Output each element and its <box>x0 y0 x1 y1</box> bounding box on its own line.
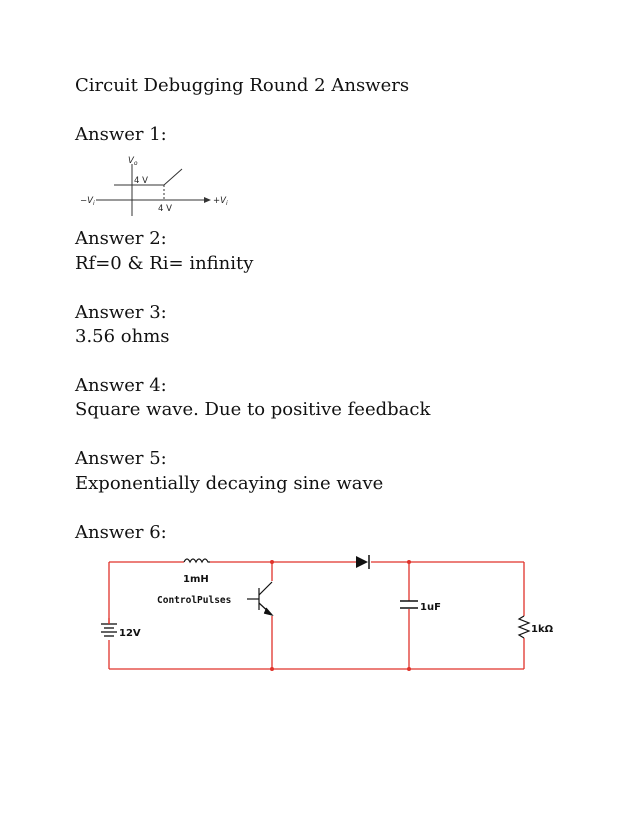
battery-icon <box>101 618 117 636</box>
output-curve <box>114 169 182 185</box>
answer-2-body: Rf=0 & Ri= infinity <box>75 253 254 274</box>
threshold-label: 4 V <box>158 204 172 214</box>
answer-5-body: Exponentially decaying sine wave <box>75 473 384 494</box>
level-label: 4 V <box>134 176 148 186</box>
battery-label: 12V <box>119 628 141 639</box>
diode-icon <box>356 555 369 569</box>
transistor-icon <box>247 582 272 615</box>
answer-2-heading: Answer 2: <box>75 228 167 249</box>
transfer-characteristic-graph <box>78 152 238 222</box>
answer-4-body: Square wave. Due to positive feedback <box>75 399 431 420</box>
transistor-label: ControlPulses <box>157 595 232 606</box>
answer-6-heading: Answer 6: <box>75 522 167 543</box>
x-axis-arrow-icon <box>204 197 211 203</box>
resistor-label: 1kΩ <box>531 624 554 635</box>
inductor-icon <box>184 559 210 562</box>
capacitor-icon <box>400 601 418 608</box>
answer-4-heading: Answer 4: <box>75 375 167 396</box>
inductor-label: 1mH <box>183 574 209 585</box>
boost-converter-schematic <box>100 552 560 682</box>
document-title: Circuit Debugging Round 2 Answers <box>75 75 410 96</box>
y-axis-label: $V_o$ <box>128 156 138 167</box>
answer-3-body: 3.56 ohms <box>75 326 170 347</box>
x-axis-positive-label: $+V_i$ <box>213 196 228 207</box>
circuit-wires <box>109 562 524 669</box>
capacitor-label: 1uF <box>420 602 441 613</box>
junction-dots <box>270 560 411 671</box>
answer-5-heading: Answer 5: <box>75 448 167 469</box>
answer-3-heading: Answer 3: <box>75 302 167 323</box>
x-axis-negative-label: $-V_i$ <box>80 196 95 207</box>
answer-1-heading: Answer 1: <box>75 124 167 145</box>
resistor-icon <box>519 616 529 638</box>
